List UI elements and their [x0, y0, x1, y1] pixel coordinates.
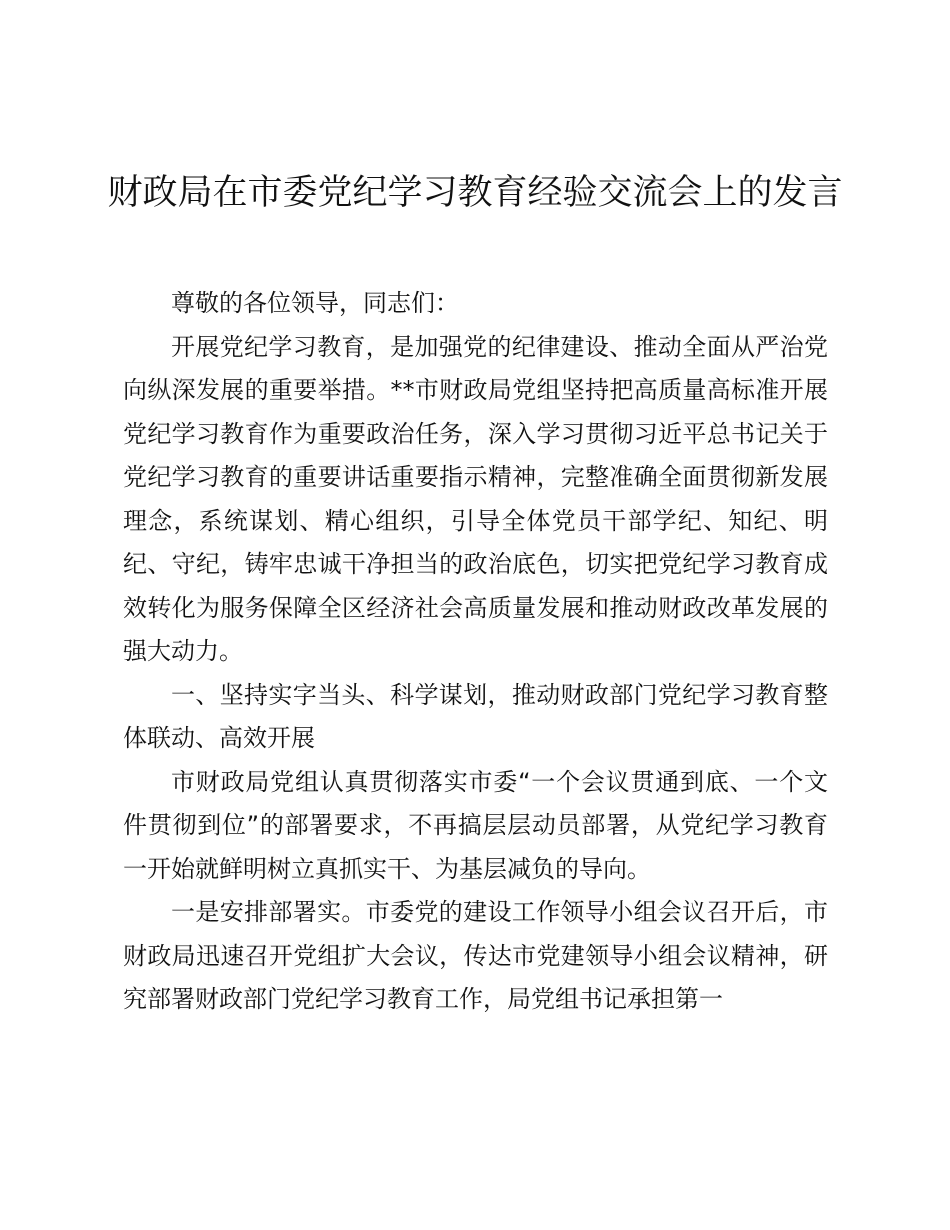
intro-paragraph: 开展党纪学习教育，是加强党的纪律建设、推动全面从严治党向纵深发展的重要举措。**市财政局党组坚持把高质量高标准开展党纪学习教育作为重要政治任务，深入学习贯彻习近平总书记关于党纪学习教育的重要讲话重要指示精神，完整准确全面贯彻新发展理念，系统谋划、精心组织，引导全体党员干部学纪、知纪、明纪、守纪，铸牢忠诚干净担当的政治底色，切实把党纪学习教育成效转化为服务保障全区经济社会高质量发展和推动财政改革发展的强大动力。 — [123, 332, 828, 665]
document-title: 财政局在市委党纪学习教育经验交流会上的发言 — [107, 173, 843, 213]
section-1-paragraph: 市财政局党组认真贯彻落实市委“一个会议贯通到底、一个文件贯彻到位”的部署要求，不再搞层层动员部署，从党纪学习教育一开始就鲜明树立真抓实干、为基层减负的导向。 — [123, 767, 828, 883]
section-1-item-1-paragraph: 一是安排部署实。市委党的建设工作领导小组会议召开后，市财政局迅速召开党组扩大会议，传达市党建领导小组会议精神，研究部署财政部门党纪学习教育工作，局党组书记承担第一 — [123, 898, 828, 1013]
document-body — [123, 282, 828, 1022]
greeting-paragraph: 尊敬的各位领导，同志们： — [171, 289, 459, 317]
section-heading-1: 一、坚持实字当头、科学谋划，推动财政部门党纪学习教育整体联动、高效开展 — [123, 680, 828, 752]
